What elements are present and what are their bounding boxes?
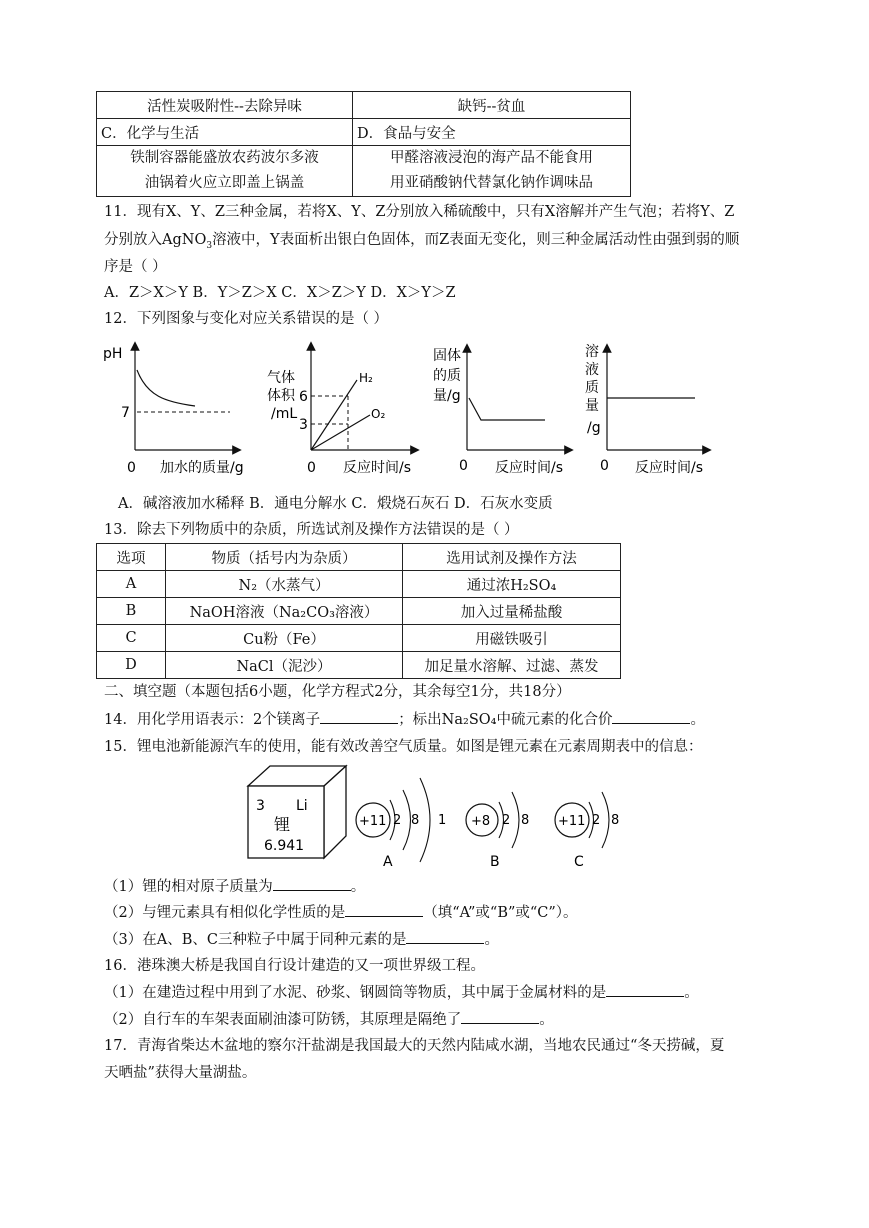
table-cell: N₂（水蒸气）	[166, 571, 403, 598]
tick-label: 3	[299, 417, 308, 433]
cell-line: 甲醛溶液浸泡的海产品不能食用	[390, 150, 593, 166]
q14	[104, 709, 705, 730]
text: 分别放入AgNO	[104, 232, 207, 248]
text: 。	[484, 932, 499, 948]
graph-c	[433, 347, 569, 476]
table-cell: Cu粉（Fe）	[166, 625, 403, 652]
atom-label: B	[490, 854, 500, 870]
answer-blank[interactable]	[461, 1009, 539, 1024]
atom-b	[466, 792, 529, 870]
series-label-o2: O₂	[371, 407, 386, 421]
series-label-h2: H₂	[359, 371, 373, 385]
text: 。	[684, 985, 699, 1001]
cell-line: 用亚硝酸钠代替氯化钠作调味品	[390, 175, 593, 191]
table-row	[97, 119, 631, 146]
table-cell: C．化学与生活	[97, 119, 353, 146]
top-table	[96, 91, 631, 197]
table-cell: D．食品与安全	[353, 119, 631, 146]
q16-part1	[104, 982, 699, 1003]
atomic-mass: 6.941	[264, 838, 305, 854]
q13-table	[96, 543, 621, 679]
text: （填“A”或“B”或“C”）。	[423, 905, 578, 921]
answer-blank[interactable]	[406, 929, 484, 944]
table-row	[97, 598, 621, 625]
axis-label: 反应时间/s	[635, 460, 704, 476]
atom-c	[555, 792, 619, 870]
axis-label: 的质	[433, 368, 461, 384]
table-row	[97, 625, 621, 652]
axis-label: 量/g	[433, 388, 461, 404]
axis-label: 固体	[433, 348, 461, 364]
atomic-number: 3	[256, 798, 265, 814]
q16-stem: 16．港珠澳大桥是我国自行设计建造的又一项世界级工程。	[104, 958, 485, 974]
table-cell: A	[97, 571, 166, 598]
nucleus-charge: +11	[359, 814, 387, 829]
axis-label: 气体	[267, 370, 295, 386]
table-cell: 活性炭吸附性--去除异味	[97, 92, 353, 119]
table-cell: D	[97, 652, 166, 679]
axis-label: /mL	[271, 406, 298, 422]
q15-part3	[104, 929, 499, 950]
q17-line2: 天晒盐”获得大量湖盐。	[104, 1065, 257, 1081]
table-header: 选用试剂及操作方法	[403, 544, 621, 571]
q15-stem: 15．锂电池新能源汽车的使用，能有效改善空气质量。如图是锂元素在元素周期表中的信息：	[104, 739, 703, 755]
text: （3）在A、B、C三种粒子中属于同种元素的是	[104, 932, 407, 948]
table-cell: 通过浓H₂SO₄	[403, 571, 621, 598]
subscript: 3	[206, 240, 213, 251]
atom-label: C	[574, 854, 584, 870]
q15-part1	[104, 876, 365, 897]
tick-label: 0	[307, 460, 316, 476]
answer-blank[interactable]	[606, 982, 684, 997]
section-heading: 二、填空题（本题包括6小题，化学方程式2分，其余每空1分，共18分）	[104, 684, 571, 700]
nucleus-charge: +8	[471, 814, 491, 829]
table-cell: B	[97, 598, 166, 625]
table-row	[97, 146, 631, 197]
text: 溶液中，Y表面析出银白色固体，而Z表面无变化，则三种金属活动性由强到弱的顺	[212, 232, 740, 248]
text: （2）自行车的车架表面刷油漆可防锈，其原理是隔绝了	[104, 1012, 462, 1028]
q13-stem: 13．除去下列物质中的杂质，所选试剂及操作方法错误的是（ ）	[104, 522, 519, 538]
axis-label: 体积	[267, 388, 295, 404]
answer-blank[interactable]	[345, 902, 423, 917]
q11-line1: 11．现有X、Y、Z三种金属，若将X、Y、Z分别放入稀硫酸中，只有X溶解并产生气泡；若将Y、Z	[104, 204, 735, 220]
electron-count: 2	[393, 813, 402, 828]
table-cell: 缺钙--贫血	[353, 92, 631, 119]
graph-a	[103, 346, 244, 476]
answer-blank[interactable]	[320, 709, 398, 724]
graph-b	[267, 346, 415, 476]
text: （1）锂的相对原子质量为	[104, 879, 273, 895]
text: 。	[350, 879, 366, 895]
tick-label: 0	[600, 458, 609, 474]
answer-blank[interactable]	[612, 709, 690, 724]
table-cell: NaOH溶液（Na₂CO₃溶液）	[166, 598, 403, 625]
table-cell	[97, 146, 353, 197]
electron-count: 8	[611, 813, 620, 828]
text: 。	[539, 1012, 554, 1028]
cell-line: 铁制容器能盛放农药波尔多液	[130, 150, 319, 166]
q12-stem: 12．下列图象与变化对应关系错误的是（ ）	[104, 311, 389, 327]
q15-figure	[240, 760, 640, 872]
q11-options: A．Z＞X＞Y B．Y＞Z＞X C．X＞Z＞Y D．X＞Y＞Z	[104, 285, 456, 301]
tick-label: 6	[299, 389, 308, 405]
tick-label: 7	[121, 405, 130, 421]
axis-label: 反应时间/s	[495, 460, 564, 476]
q15-part2	[104, 902, 578, 923]
nucleus-charge: +11	[558, 814, 586, 829]
atom-label: A	[383, 854, 393, 870]
q12-options: A．碱溶液加水稀释 B．通电分解水 C．煅烧石灰石 D．石灰水变质	[118, 496, 553, 512]
q11-line3: 序是（ ）	[104, 259, 167, 275]
axis-label: 质	[585, 380, 599, 396]
electron-count: 8	[521, 813, 530, 828]
axis-label: /g	[587, 420, 601, 436]
axis-label: 溶	[585, 344, 599, 360]
tick-label: 0	[127, 460, 136, 476]
axis-label: 加水的质量/g	[160, 460, 244, 476]
table-cell: C	[97, 625, 166, 652]
axis-label: pH	[103, 346, 123, 362]
text: ；标出Na₂SO₄中硫元素的化合价	[398, 712, 613, 728]
element-name: 锂	[274, 815, 291, 834]
q17-line1: 17．青海省柴达木盆地的察尔汗盐湖是我国最大的天然内陆咸水湖，当地农民通过“冬天捞碱，夏	[104, 1038, 725, 1054]
tick-label: 0	[459, 458, 468, 474]
table-row	[97, 571, 621, 598]
table-cell: NaCl（泥沙）	[166, 652, 403, 679]
element-symbol: Li	[296, 798, 308, 814]
text: 。	[690, 712, 705, 728]
electron-count: 2	[592, 813, 601, 828]
graph-d	[585, 343, 707, 476]
axis-label: 液	[585, 362, 599, 378]
table-header: 选项	[97, 544, 166, 571]
table-cell: 加入过量稀盐酸	[403, 598, 621, 625]
table-row	[97, 92, 631, 119]
element-cell	[248, 766, 346, 858]
text: 14．用化学用语表示：2个镁离子	[104, 712, 321, 728]
table-row	[97, 544, 621, 571]
atom-a	[356, 778, 446, 870]
text: （1）在建造过程中用到了水泥、砂浆、钢圆筒等物质，其中属于金属材料的是	[104, 985, 607, 1001]
table-cell: 用磁铁吸引	[403, 625, 621, 652]
cell-line: 油锅着火应立即盖上锅盖	[144, 175, 305, 191]
electron-count: 8	[411, 813, 420, 828]
electron-count: 2	[502, 813, 511, 828]
table-cell	[353, 146, 631, 197]
answer-blank[interactable]	[273, 876, 351, 891]
table-row	[97, 652, 621, 679]
q11-line2	[104, 230, 739, 256]
q16-part2	[104, 1009, 554, 1030]
table-cell: 加足量水溶解、过滤、蒸发	[403, 652, 621, 679]
electron-count: 1	[438, 813, 447, 828]
axis-label: 反应时间/s	[343, 460, 412, 476]
axis-label: 量	[585, 398, 599, 414]
table-header: 物质（括号内为杂质）	[166, 544, 403, 571]
q12-graphs	[95, 338, 735, 486]
text: （2）与锂元素具有相似化学性质的是	[104, 905, 346, 921]
